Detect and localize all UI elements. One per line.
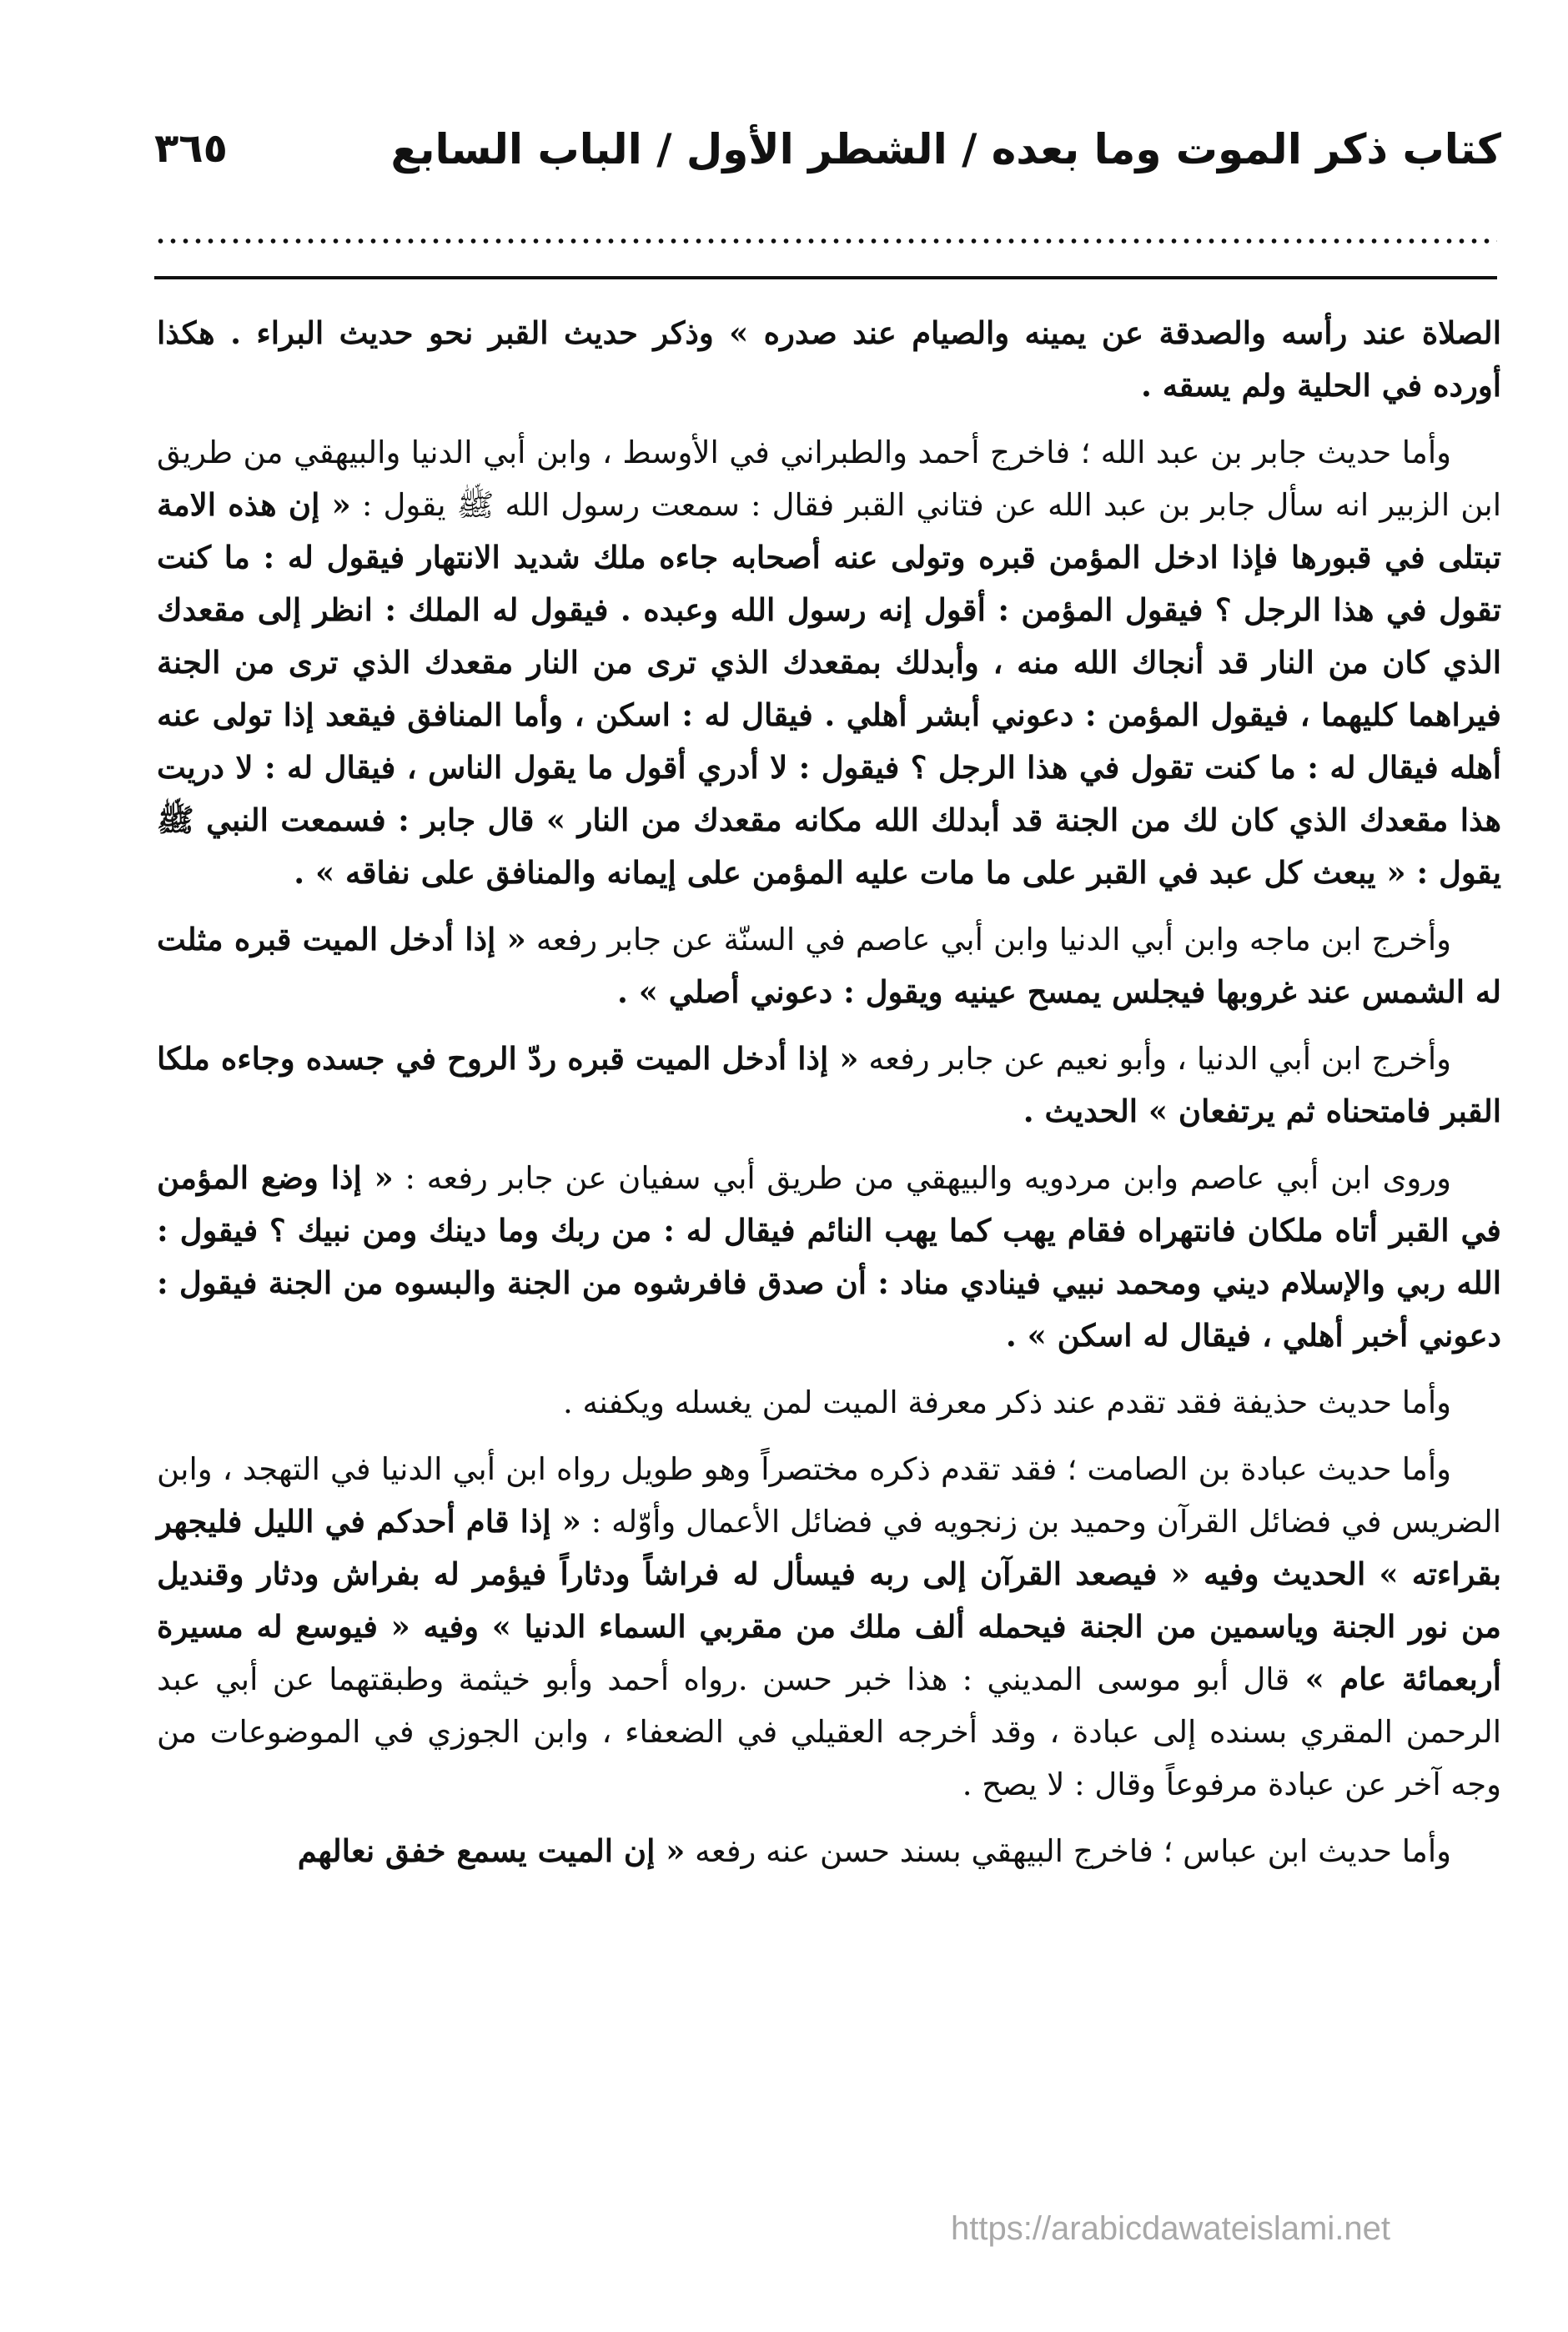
hadith-quote: « إذا قام أحدكم في الليل فليجهر بقراءته » الحديث وفيه « فيصعد القرآن إلى ربه فيسأل له فراشاً ودثاراً فيؤمر له بفراش ودثار وقنديل من نور الجنة وياسمين من الجنة فيحمله ألف ملك من مقربي السماء الدنيا » وفيه « فيوسع له مسيرة أربعمائة عام » <box>157 1503 1502 1697</box>
hadith-quote: « إذا أدخل الميت قبره مثلت له الشمس عند غروبها فيجلس يمسح عينيه ويقول : دعوني أصلي » . <box>157 921 1501 1010</box>
paragraph <box>157 426 1501 899</box>
watermark-url: https://arabicdawateislami.net <box>951 2210 1390 2247</box>
running-title: كتاب ذكر الموت وما بعده / الشطر الأول / الباب السابع <box>390 125 1501 173</box>
paragraph <box>157 1825 1501 1877</box>
paragraph <box>157 1033 1501 1138</box>
hadith-quote: « إذا وضع المؤمن في القبر أتاه ملكان فانتهراه فقام يهب كما يهب النائم فيقال له : من ربك وما دينك ومن نبيك ؟ فيقول : الله ربي والإسلام ديني ومحمد نبيي فينادي مناد : أن صدق فافرشوه من الجنة والبسوه من الجنة فيقول : دعوني أخبر أهلي ، فيقال له اسكن » . <box>157 1159 1501 1354</box>
body-text <box>157 307 1501 1892</box>
text-segment: وأما حديث حذيفة فقد تقدم عند ذكر معرفة الميت لمن يغسله ويكفنه . <box>563 1385 1451 1420</box>
text-segment: وأما حديث جابر بن عبد الله ؛ فاخرج أحمد والطبراني في الأوسط ، وابن أبي الدنيا والبيهقي من طريق ابن الزبير انه سأل جابر بن عبد الله عن فتاني القبر فقال : سمعت رسول الله ﷺ يقول : <box>157 435 1502 523</box>
text-segment: قال أبو موسى المديني : هذا خبر حسن .رواه أحمد وأبو خيثمة وطبقتهما عن أبي عبد الرحمن المقري بسنده إلى عبادة ، وقد أخرجه العقيلي في الضعفاء ، وابن الجوزي في الموضوعات من وجه آخر عن عبادة مرفوعاً وقال : لا يصح . <box>157 1661 1501 1802</box>
page-number: ٣٦٥ <box>154 125 228 172</box>
paragraph <box>157 1443 1501 1811</box>
solid-divider <box>154 276 1497 279</box>
paragraph <box>157 1152 1501 1362</box>
text-segment: وأخرج ابن ماجه وابن أبي الدنيا وابن أبي عاصم في السنّة عن جابر رفعه <box>525 922 1451 957</box>
hadith-quote: « إذا أدخل الميت قبره ردّ الروح في جسده وجاءه ملكا القبر فامتحناه ثم يرتفعان » الحديث . <box>157 1040 1501 1129</box>
text-segment: الصلاة عند رأسه والصدقة عن يمينه والصيام عند صدره » وذكر حديث القبر نحو حديث البراء . هكذا أورده في الحلية ولم يسقه . <box>157 314 1501 404</box>
paragraph <box>157 913 1501 1018</box>
dotted-divider <box>154 238 1497 244</box>
text-segment: وأخرج ابن أبي الدنيا ، وأبو نعيم عن جابر رفعه <box>858 1041 1451 1077</box>
hadith-quote: « إن هذه الامة تبتلى في قبورها فإذا ادخل المؤمن قبره وتولى عنه أصحابه جاءه ملك شديد الانتهار فيقول له : ما كنت تقول في هذا الرجل ؟ فيقول المؤمن : أقول إنه رسول الله وعبده . فيقول له الملك : انظر إلى مقعدك الذي كان من النار قد أنجاك الله منه ، وأبدلك بمقعدك الذي ترى من النار مقعدك الذي ترى من الجنة فيراهما كليهما ، فيقول المؤمن : دعوني أبشر أهلي . فيقال له : اسكن ، وأما المنافق فيقعد إذا تولى عنه أهله فيقال له : ما كنت تقول في هذا الرجل ؟ فيقول : لا أدري أقول ما يقول الناس ، فيقال له : لا دريت هذا مقعدك الذي كان لك من الجنة قد أبدلك الله مكانه مقعدك من النار » قال جابر : فسمعت النبي ﷺ يقول : « يبعث كل عبد في القبر على ما مات عليه المؤمن على إيمانه والمنافق على نفاقه » . <box>157 486 1501 891</box>
paragraph <box>157 1376 1501 1429</box>
text-segment: وروى ابن أبي عاصم وابن مردويه والبيهقي من طريق أبي سفيان عن جابر رفعه : <box>393 1160 1452 1196</box>
text-segment: وأما حديث ابن عباس ؛ فاخرج البيهقي بسند حسن عنه رفعه <box>685 1833 1451 1869</box>
page-header <box>154 125 1501 200</box>
hadith-quote: « إن الميت يسمع خفق نعالهم <box>297 1832 686 1869</box>
text-segment: وأما حديث عبادة بن الصامت ؛ فقد تقدم ذكره مختصراً وهو طويل رواه ابن أبي الدنيا في التهجد ، وابن الضريس في فضائل القرآن وحميد بن زنجويه في فضائل الأعمال وأوّله : <box>157 1451 1502 1540</box>
paragraph <box>157 307 1501 412</box>
